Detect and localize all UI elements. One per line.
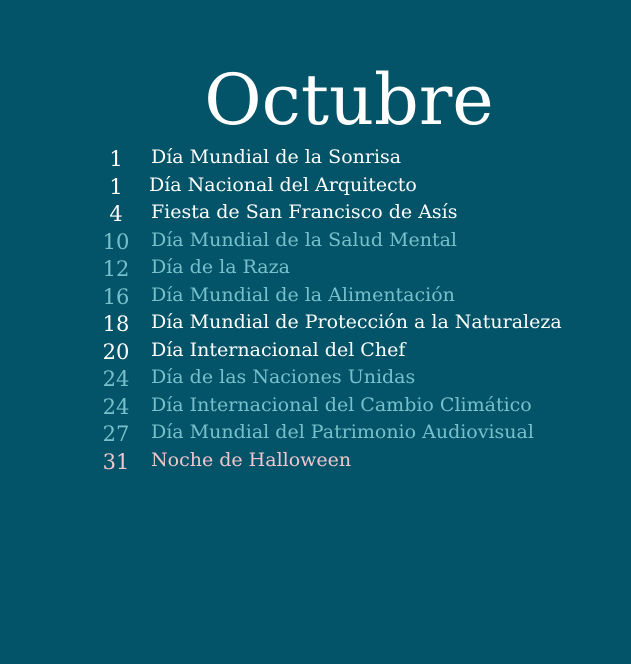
list-item xyxy=(0,447,631,475)
event-day: 24 xyxy=(102,367,130,391)
page-title: Octubre xyxy=(204,59,494,141)
event-day: 1 xyxy=(109,147,123,171)
event-day: 10 xyxy=(102,229,130,254)
list-item xyxy=(0,172,631,200)
list-item xyxy=(0,309,631,337)
event-day: 12 xyxy=(102,257,130,281)
event-name: Día Internacional del Chef xyxy=(151,338,406,361)
event-day: 31 xyxy=(102,449,130,474)
events-list xyxy=(0,144,631,474)
event-day: 20 xyxy=(102,339,130,364)
list-item xyxy=(0,144,631,172)
event-name: Día Internacional del Cambio Climático xyxy=(151,393,532,416)
list-item xyxy=(0,254,631,282)
event-name: Fiesta de San Francisco de Asís xyxy=(151,201,458,223)
event-day: 24 xyxy=(102,394,130,419)
event-day: 1 xyxy=(109,174,123,199)
list-item xyxy=(0,227,631,255)
event-day: 27 xyxy=(102,422,130,446)
event-name: Día Mundial de la Sonrisa xyxy=(151,146,402,168)
event-name: Día Nacional del Arquitecto xyxy=(149,173,417,196)
list-item xyxy=(0,282,631,310)
event-name: Día Mundial de Protección a la Naturaleza xyxy=(151,311,562,333)
list-item xyxy=(0,419,631,447)
event-day: 4 xyxy=(109,202,123,226)
event-name: Día Mundial del Patrimonio Audiovisual xyxy=(151,421,534,443)
list-item xyxy=(0,392,631,420)
event-day: 16 xyxy=(102,284,130,309)
event-name: Día Mundial de la Salud Mental xyxy=(151,228,458,251)
event-name: Día Mundial de la Alimentación xyxy=(151,283,455,306)
event-day: 18 xyxy=(102,312,130,336)
event-name: Noche de Halloween xyxy=(151,448,352,471)
list-item xyxy=(0,199,631,227)
event-name: Día de las Naciones Unidas xyxy=(151,366,416,388)
list-item xyxy=(0,364,631,392)
event-name: Día de la Raza xyxy=(151,256,290,278)
list-item xyxy=(0,337,631,365)
